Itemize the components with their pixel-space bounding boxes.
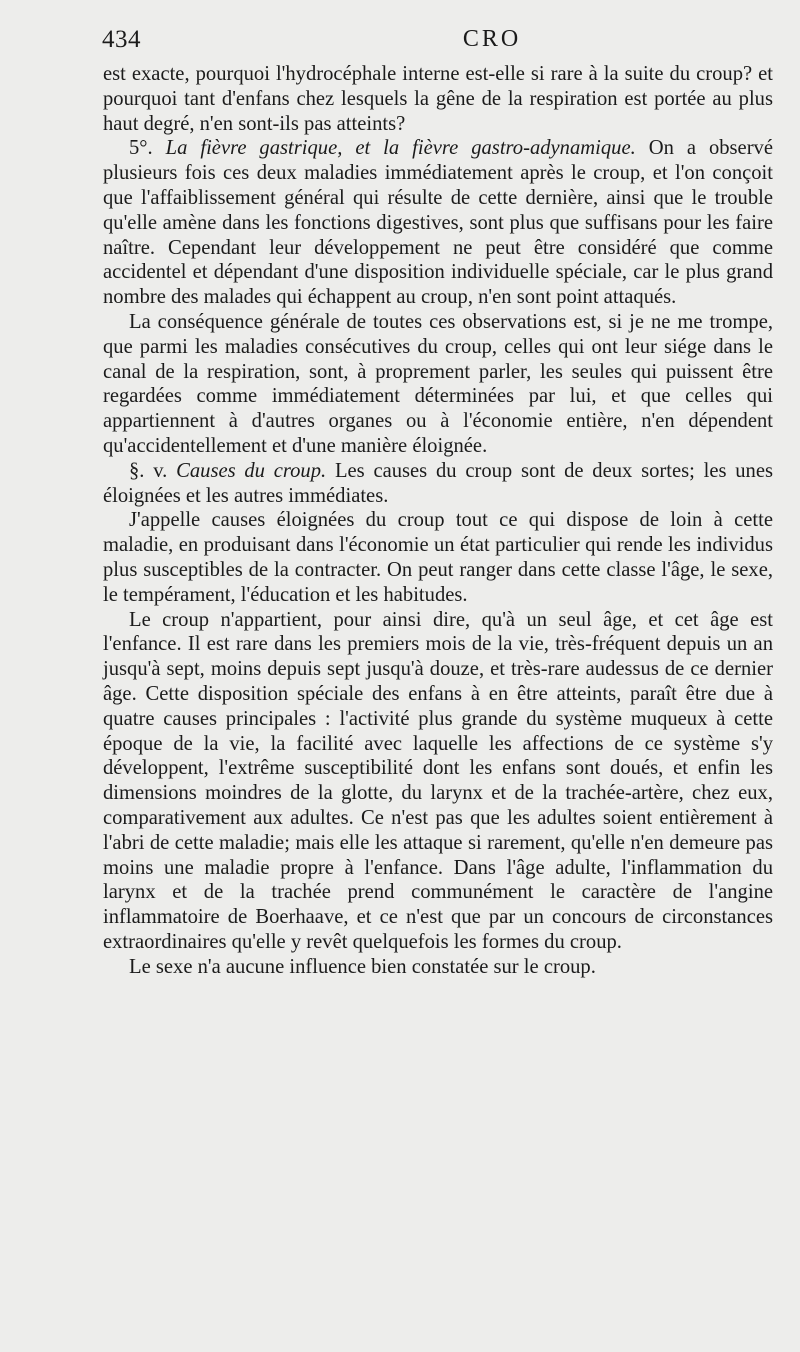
running-head: CRO — [462, 26, 522, 52]
paragraph-text: Les causes du croup sont de deux sortes; les unes éloignées et les autres immédiates. — [103, 459, 774, 507]
paragraph-text: Le sexe n'a aucune influence bien constatée sur le croup. — [129, 955, 596, 978]
paragraph-consequence-generale — [103, 310, 773, 459]
paragraph-text: On a observé plusieurs fois ces deux maladies immédiatement après le croup, et l'on conçoit que l'affaiblissement général qui résulte de cette dernière, ainsi que le trouble qu'elle amène dans les fonctions digestives, sont plus que suffisans pour les faire naître. Cependant leur développement ne peut être considéré que comme accidentel et dépendant d'une disposition individuelle spéciale, car le plus grand nombre des malades qui échappent au croup, n'en sont point attaqués. — [103, 137, 773, 309]
body-text — [103, 62, 773, 979]
section-heading: Causes du croup. — [176, 459, 327, 482]
page-header — [102, 26, 772, 66]
paragraph-fievre-gastrique — [103, 136, 773, 310]
page-number: 434 — [102, 26, 141, 53]
paragraph-sexe — [103, 955, 773, 980]
paragraph-text: Le croup n'appartient, pour ainsi dire, qu'à un seul âge, et cet âge est l'enfance. Il est rare dans les premiers mois de la vie, très-fréquent depuis un an jusqu'à sept, moins depuis sept jusqu'à douze, et très-rare audessus de ce dernier âge. Cette disposition spéciale des enfans à en être atteints, paraît être due à quatre causes principales : l'activité plus grande du système muqueux à cette époque de la vie, la facilité avec laquelle les affections de ce système s'y développent, l'extrême susceptibilité dont les enfans sont doués, et enfin les dimensions moindres de la glotte, du larynx et de la trachée-artère, chez eux, comparativement aux adultes. Ce n'est pas que les adultes soient entièrement à l'abri de cette maladie; mais elle les attaque si rarement, qu'elle n'en demeure pas moins une maladie propre à l'enfance. Dans l'âge adulte, l'inflammation du larynx et de la trachée prend communément le caractère de l'angine inflammatoire de Boerhaave, et ce n'est que par un concours de circonstances extraordinaires qu'elle y revêt quelquefois les formes du croup. — [103, 608, 773, 953]
paragraph-text: est exacte, pourquoi l'hydrocéphale interne est-elle si rare à la suite du croup? et pourquoi tant d'enfans chez lesquels la gêne de la respiration est portée au plus haut degré, n'en sont-ils pas atteints? — [103, 63, 773, 135]
section-number: 5°. — [129, 137, 153, 160]
section-heading: La fièvre gastrique, et la fièvre gastro-adynamique. — [165, 137, 636, 160]
section-number: §. v. — [129, 459, 168, 482]
paragraph-causes-eloignees — [103, 508, 773, 607]
paragraph-text: J'appelle causes éloignées du croup tout ce qui dispose de loin à cette maladie, en produisant dans l'économie un état particulier qui rende les individus plus susceptibles de la contracter. On peut ranger dans cette classe l'âge, le sexe, le tempérament, l'éducation et les habitudes. — [103, 509, 773, 606]
paragraph-causes-du-croup — [103, 459, 773, 509]
paragraph-text: La conséquence générale de toutes ces observations est, si je ne me trompe, que parmi les maladies consécutives du croup, celles qui ont leur siége dans le canal de la respiration, sont, à proprement parler, les seules qui puissent être regardées comme immédiatement déterminées par lui, et que celles qui appartiennent à d'autres organes ou à l'économie entière, n'en dépendent qu'accidentellement et d'une manière éloignée. — [103, 310, 773, 457]
paragraph-hydrocephale — [103, 62, 773, 136]
paragraph-age — [103, 608, 773, 955]
